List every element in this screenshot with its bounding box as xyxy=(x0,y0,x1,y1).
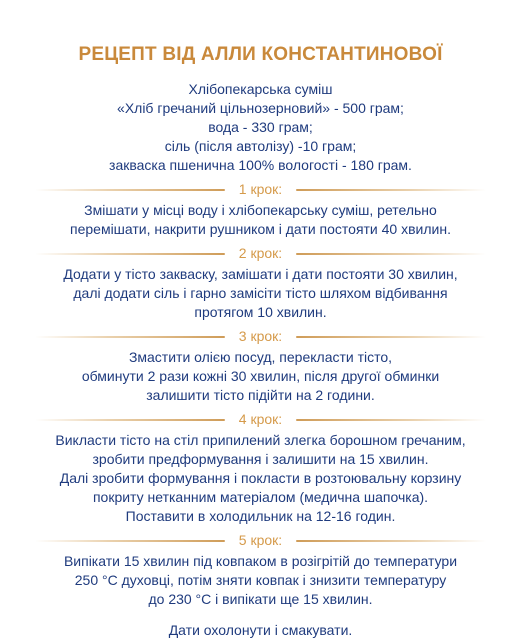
step-line: зробити предформування і залишити на 15 хвилин. xyxy=(92,451,429,467)
step-1-body xyxy=(0,201,521,239)
step-line: Поставити в холодильник на 12-16 годин. xyxy=(125,508,396,524)
step-line: 250 °С духовці, потім зняти ковпак і знизити температуру xyxy=(74,572,447,588)
ingredient-line: «Хліб гречаний цільнозерновий» - 500 грам; xyxy=(117,100,404,116)
step-line: Викласти тісто на стіл припилений злегка борошном гречаним, xyxy=(55,432,466,448)
step-2-body xyxy=(0,265,521,322)
step-line: Змішати у місці воду і хлібопекарську суміш, ретельно xyxy=(84,202,437,218)
divider-line-right xyxy=(296,189,486,191)
step-label: 1 крок: xyxy=(233,180,288,198)
ingredient-line: закваска пшенична 100% вологості - 180 грам. xyxy=(109,157,412,173)
divider-line-right xyxy=(296,253,486,255)
divider-line-right xyxy=(296,336,486,338)
divider-line-left xyxy=(35,253,225,255)
divider-line-right xyxy=(296,540,486,542)
step-line: далі додати сіль і гарно замісіти тісто шляхом відбивання xyxy=(73,285,448,301)
step-4-body xyxy=(0,431,521,526)
divider-line-right xyxy=(296,419,486,421)
step-label: 2 крок: xyxy=(233,244,288,262)
ingredient-line: Хлібопекарська суміш xyxy=(188,81,333,97)
step-3-body xyxy=(0,348,521,405)
step-line: протягом 10 хвилин. xyxy=(194,304,327,320)
recipe-title: РЕЦЕПТ ВІД АЛЛИ КОНСТАНТИНОВОЇ xyxy=(78,44,443,65)
step-line: Випікати 15 хвилин під ковпаком в розігрітій до температури xyxy=(63,553,458,569)
step-line: до 230 °С і випікати ще 15 хвилин. xyxy=(148,591,373,607)
divider-line-left xyxy=(35,419,225,421)
step-label: 5 крок: xyxy=(233,531,288,549)
step-divider xyxy=(0,326,521,346)
step-divider xyxy=(0,179,521,199)
step-line: обминути 2 рази кожні 30 хвилин, після другої обминки xyxy=(81,368,440,384)
ingredients-block xyxy=(0,80,521,175)
step-divider xyxy=(0,409,521,429)
step-line: залишити тісто підійти на 2 години. xyxy=(146,387,375,403)
step-line: покриту нетканним матеріалом (медична шапочка). xyxy=(92,489,429,505)
step-divider xyxy=(0,243,521,263)
step-label: 3 крок: xyxy=(233,327,288,345)
ingredient-line: вода - 330 грам; xyxy=(208,119,313,135)
step-line: Змастити олією посуд, перекласти тісто, xyxy=(128,349,393,365)
ingredient-line: сіль (після автолізу) -10 грам; xyxy=(164,138,357,154)
step-line: Далі зробити формування і покласти в розтоювальну корзину xyxy=(59,470,462,486)
step-line: перемішати, накрити рушником і дати постояти 40 хвилин. xyxy=(70,221,451,237)
step-divider xyxy=(0,530,521,550)
divider-line-left xyxy=(35,540,225,542)
step-5-body xyxy=(0,552,521,609)
closing-note: Дати охолонути і смакувати. xyxy=(168,622,353,638)
divider-line-left xyxy=(35,336,225,338)
step-line: Додати у тісто закваску, замішати і дати постояти 30 хвилин, xyxy=(63,266,458,282)
divider-line-left xyxy=(35,189,225,191)
step-label: 4 крок: xyxy=(233,410,288,428)
